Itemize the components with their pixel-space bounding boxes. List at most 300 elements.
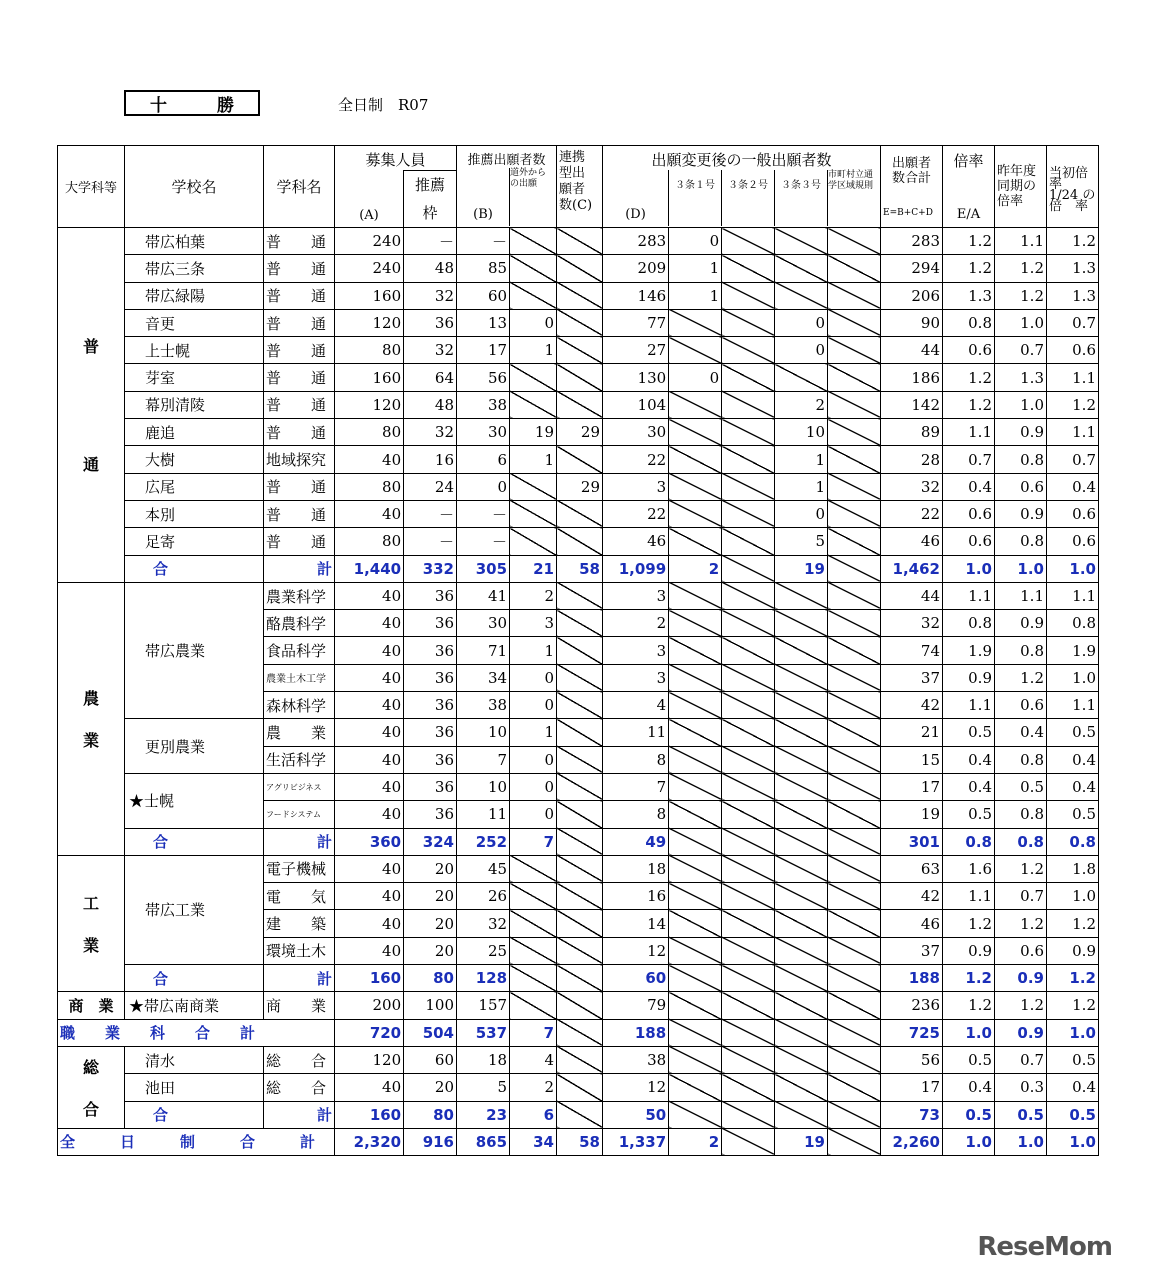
cell-c2 [557, 773, 603, 800]
cell-e: 74 [881, 637, 943, 664]
header-boshu: 募集人員 [365, 151, 426, 169]
cell-j1 [669, 1074, 722, 1101]
header-jo3: ３条３号 [774, 170, 827, 226]
cell-sh [828, 883, 881, 910]
cell-b: 23 [457, 1101, 510, 1128]
cell-r: 0.8 [943, 309, 995, 336]
cell-b: 71 [457, 637, 510, 664]
cell-j1 [669, 719, 722, 746]
cell-a: 40 [335, 719, 404, 746]
cell-j2 [722, 910, 775, 937]
cell-r: 1.6 [943, 855, 995, 882]
school-name: 池田 [125, 1074, 264, 1101]
cell-b: 252 [457, 828, 510, 855]
cell-e: 725 [881, 1019, 943, 1046]
cell-r: 1.1 [943, 883, 995, 910]
table-row [58, 992, 1099, 1019]
cell-c2 [557, 1101, 603, 1128]
cell-e: 1,462 [881, 555, 943, 582]
table-row [58, 500, 1099, 527]
cell-w: 36 [404, 746, 457, 773]
cell-w: 20 [404, 910, 457, 937]
subtotal-label: 合 [125, 828, 264, 855]
cell-j2 [722, 555, 775, 582]
cell-i: 0.7 [1047, 309, 1099, 336]
cell-j2 [722, 773, 775, 800]
table-row [58, 965, 1099, 992]
cell-b: 45 [457, 855, 510, 882]
cell-j2 [722, 610, 775, 637]
school-name: 足寄 [125, 528, 264, 555]
cell-j2 [722, 828, 775, 855]
cell-w: 916 [404, 1128, 457, 1155]
cell-j3 [775, 692, 828, 719]
cell-w: 32 [404, 419, 457, 446]
cell-i: 0.4 [1047, 773, 1099, 800]
cell-p: 0.5 [995, 773, 1047, 800]
cell-j3 [775, 364, 828, 391]
cell-d: 22 [603, 500, 669, 527]
cell-c1: 34 [510, 1128, 557, 1155]
cell-i: 0.8 [1047, 828, 1099, 855]
cell-b: 13 [457, 309, 510, 336]
cell-b: 7 [457, 746, 510, 773]
cell-c2 [557, 610, 603, 637]
cell-j3: 0 [775, 309, 828, 336]
header-bairitsu: 倍率 [953, 152, 984, 170]
cell-e: 28 [881, 446, 943, 473]
cell-j3: 0 [775, 500, 828, 527]
subtotal-label-kei: 計 [264, 555, 335, 582]
dept-name: 普 通 [264, 391, 335, 418]
cell-p: 1.0 [995, 1128, 1047, 1155]
cell-c1 [510, 855, 557, 882]
cell-c1: 19 [510, 419, 557, 446]
cell-w: 60 [404, 1046, 457, 1073]
cell-j1 [669, 500, 722, 527]
table-row [58, 528, 1099, 555]
dept-name: 地域探究 [264, 446, 335, 473]
cell-a: 160 [335, 364, 404, 391]
cell-a: 80 [335, 337, 404, 364]
cell-b: 18 [457, 1046, 510, 1073]
cell-b: 128 [457, 965, 510, 992]
cell-r: 0.6 [943, 500, 995, 527]
dept-name: 総 合 [264, 1074, 335, 1101]
table-row [58, 555, 1099, 582]
cell-r: 0.5 [943, 1101, 995, 1128]
cell-d: 50 [603, 1101, 669, 1128]
cell-r: 1.9 [943, 637, 995, 664]
cell-e: 42 [881, 692, 943, 719]
cell-r: 1.2 [943, 228, 995, 255]
cell-w: 36 [404, 637, 457, 664]
dept-name: 普 通 [264, 364, 335, 391]
cell-a: 40 [335, 855, 404, 882]
cell-sh [828, 500, 881, 527]
cell-b: 305 [457, 555, 510, 582]
page-subtitle: 全日制 R07 [338, 96, 429, 114]
cell-sh [828, 1019, 881, 1046]
dept-name: 建 築 [264, 910, 335, 937]
cell-i: 0.7 [1047, 446, 1099, 473]
cell-p: 0.8 [995, 637, 1047, 664]
cell-w: 24 [404, 473, 457, 500]
cell-c2: 29 [557, 473, 603, 500]
cell-e: 236 [881, 992, 943, 1019]
cell-i: 1.1 [1047, 364, 1099, 391]
cell-r: 0.5 [943, 801, 995, 828]
cell-w: 36 [404, 801, 457, 828]
cell-j2 [722, 692, 775, 719]
cell-i: 1.0 [1047, 883, 1099, 910]
cell-c1: 2 [510, 1074, 557, 1101]
cell-d: 8 [603, 746, 669, 773]
cell-sh [828, 965, 881, 992]
cell-a: 40 [335, 883, 404, 910]
cell-sh [828, 419, 881, 446]
cell-p: 0.8 [995, 828, 1047, 855]
cell-c1 [510, 473, 557, 500]
cell-r: 1.1 [943, 692, 995, 719]
cell-b: 32 [457, 910, 510, 937]
cell-j2 [722, 1074, 775, 1101]
cell-d: 77 [603, 309, 669, 336]
school-name: 帯広工業 [125, 855, 264, 964]
cell-w: 324 [404, 828, 457, 855]
category-kogyo: 工 業 [58, 855, 125, 991]
cell-e: 2,260 [881, 1128, 943, 1155]
cell-b: 17 [457, 337, 510, 364]
cell-j2 [722, 255, 775, 282]
cell-c2 [557, 692, 603, 719]
cell-r: 1.2 [943, 965, 995, 992]
school-name: 清水 [125, 1046, 264, 1073]
cell-j2 [722, 637, 775, 664]
cell-e: 283 [881, 228, 943, 255]
header-col-b: (B) [473, 207, 493, 222]
cell-a: 120 [335, 1046, 404, 1073]
school-name: 更別農業 [125, 719, 264, 774]
cell-a: 40 [335, 500, 404, 527]
category-futsu: 普 通 [58, 228, 125, 583]
cell-a: 160 [335, 965, 404, 992]
cell-c1: 3 [510, 610, 557, 637]
cell-i: 0.5 [1047, 801, 1099, 828]
cell-p: 0.6 [995, 692, 1047, 719]
cell-d: 49 [603, 828, 669, 855]
cell-b: 157 [457, 992, 510, 1019]
cell-j1 [669, 828, 722, 855]
cell-c2 [557, 337, 603, 364]
cell-i: 1.0 [1047, 664, 1099, 691]
cell-c1 [510, 910, 557, 937]
cell-p: 1.2 [995, 664, 1047, 691]
cell-e: 90 [881, 309, 943, 336]
table-row [58, 228, 1099, 255]
header-suisen-waku: 推薦 枠 [403, 170, 456, 227]
cell-sh [828, 364, 881, 391]
cell-c1: 2 [510, 582, 557, 609]
cell-j1 [669, 746, 722, 773]
cell-a: 40 [335, 446, 404, 473]
cell-c1: 7 [510, 1019, 557, 1046]
cell-sh [828, 528, 881, 555]
cell-r: 0.4 [943, 773, 995, 800]
cell-j3 [775, 801, 828, 828]
cell-a: 80 [335, 419, 404, 446]
cell-p: 0.6 [995, 473, 1047, 500]
cell-b: 38 [457, 391, 510, 418]
cell-j1 [669, 855, 722, 882]
cell-p: 1.0 [995, 555, 1047, 582]
cell-i: 1.0 [1047, 555, 1099, 582]
cell-r: 1.2 [943, 992, 995, 1019]
cell-i: 0.8 [1047, 610, 1099, 637]
cell-c2 [557, 446, 603, 473]
cell-j1 [669, 473, 722, 500]
cell-i: 0.4 [1047, 1074, 1099, 1101]
cell-w: 64 [404, 364, 457, 391]
cell-j1 [669, 1046, 722, 1073]
cell-i: 1.0 [1047, 1019, 1099, 1046]
cell-p: 1.3 [995, 364, 1047, 391]
school-name: 鹿追 [125, 419, 264, 446]
cell-d: 14 [603, 910, 669, 937]
cell-d: 30 [603, 419, 669, 446]
cell-c2 [557, 282, 603, 309]
cell-p: 1.2 [995, 855, 1047, 882]
header-sakunendo: 昨年度 同期の 倍率 [995, 146, 1047, 228]
cell-sh [828, 610, 881, 637]
header-shichoson: 市町村立通 学区域規則 [827, 170, 880, 226]
cell-sh [828, 555, 881, 582]
cell-b: 85 [457, 255, 510, 282]
cell-j2 [722, 746, 775, 773]
cell-j3: 2 [775, 391, 828, 418]
category-sogo: 総 合 [58, 1046, 125, 1128]
cell-j1: 0 [669, 228, 722, 255]
cell-a: 40 [335, 910, 404, 937]
cell-c1: 21 [510, 555, 557, 582]
cell-d: 27 [603, 337, 669, 364]
cell-j2 [722, 419, 775, 446]
cell-c1 [510, 992, 557, 1019]
table-row [58, 1128, 1099, 1155]
dept-name: 電 気 [264, 883, 335, 910]
cell-b: － [457, 228, 510, 255]
dept-name: 普 通 [264, 255, 335, 282]
cell-j3 [775, 1046, 828, 1073]
cell-e: 56 [881, 1046, 943, 1073]
cell-c1: 0 [510, 664, 557, 691]
cell-r: 1.0 [943, 1128, 995, 1155]
table-row [58, 364, 1099, 391]
school-name: 芽室 [125, 364, 264, 391]
cell-sh [828, 1128, 881, 1155]
table-row [58, 1101, 1099, 1128]
school-name: 帯広三条 [125, 255, 264, 282]
table-row [58, 1046, 1099, 1073]
cell-c2 [557, 1019, 603, 1046]
cell-w: － [404, 500, 457, 527]
cell-w: 80 [404, 965, 457, 992]
cell-r: 0.4 [943, 473, 995, 500]
cell-sh [828, 828, 881, 855]
cell-c1: 1 [510, 637, 557, 664]
cell-p: 0.9 [995, 500, 1047, 527]
dept-name: フードシステム [264, 801, 335, 828]
cell-c1: 0 [510, 309, 557, 336]
cell-p: 0.8 [995, 528, 1047, 555]
cell-j2 [722, 582, 775, 609]
cell-p: 0.9 [995, 419, 1047, 446]
cell-p: 1.2 [995, 282, 1047, 309]
cell-r: 1.0 [943, 1019, 995, 1046]
header-suisen-shutsugan: 推薦出願者数 [467, 153, 546, 168]
cell-p: 1.1 [995, 582, 1047, 609]
cell-j3 [775, 992, 828, 1019]
cell-c2 [557, 719, 603, 746]
cell-j1: 1 [669, 282, 722, 309]
cell-a: 40 [335, 746, 404, 773]
cell-j1 [669, 419, 722, 446]
cell-sh [828, 746, 881, 773]
cell-d: 283 [603, 228, 669, 255]
cell-i: 0.4 [1047, 473, 1099, 500]
cell-w: 80 [404, 1101, 457, 1128]
cell-c1 [510, 255, 557, 282]
dept-name: 農業土木工学 [264, 664, 335, 691]
cell-p: 1.0 [995, 391, 1047, 418]
table-row [58, 855, 1099, 882]
header-suisen-group [457, 146, 557, 228]
cell-d: 3 [603, 473, 669, 500]
cell-d: 79 [603, 992, 669, 1019]
header-dept: 学科名 [264, 146, 335, 228]
cell-c2: 58 [557, 1128, 603, 1155]
table-row [58, 719, 1099, 746]
cell-p: 1.1 [995, 228, 1047, 255]
dept-name: アグリビジネス [264, 773, 335, 800]
cell-c2 [557, 883, 603, 910]
cell-j1 [669, 692, 722, 719]
cell-sh [828, 446, 881, 473]
header-gokei: 出願者 数合計 [891, 156, 931, 186]
cell-b: 6 [457, 446, 510, 473]
cell-c2 [557, 582, 603, 609]
cell-r: 0.6 [943, 528, 995, 555]
cell-i: 0.5 [1047, 1046, 1099, 1073]
table-row [58, 582, 1099, 609]
cell-j2 [722, 883, 775, 910]
cell-c2 [557, 364, 603, 391]
header-row [58, 146, 1099, 228]
cell-j1 [669, 1101, 722, 1128]
cell-sh [828, 255, 881, 282]
table-row [58, 309, 1099, 336]
cell-a: 40 [335, 664, 404, 691]
dept-name: 電子機械 [264, 855, 335, 882]
cell-d: 130 [603, 364, 669, 391]
header-ippan: 出願変更後の一般出願者数 [651, 151, 832, 169]
cell-p: 0.7 [995, 883, 1047, 910]
cell-i: 1.3 [1047, 255, 1099, 282]
cell-p: 0.4 [995, 719, 1047, 746]
dept-name: 環境土木 [264, 937, 335, 964]
cell-j2 [722, 801, 775, 828]
cell-d: 46 [603, 528, 669, 555]
cell-a: 1,440 [335, 555, 404, 582]
cell-b: 60 [457, 282, 510, 309]
cell-sh [828, 937, 881, 964]
cell-r: 1.1 [943, 582, 995, 609]
dept-name: 普 通 [264, 473, 335, 500]
cell-p: 0.7 [995, 337, 1047, 364]
cell-sh [828, 228, 881, 255]
cell-b: － [457, 500, 510, 527]
cell-j1 [669, 582, 722, 609]
cell-j2 [722, 719, 775, 746]
cell-sh [828, 391, 881, 418]
cell-w: 36 [404, 309, 457, 336]
cell-r: 0.5 [943, 719, 995, 746]
cell-e: 42 [881, 883, 943, 910]
cell-e: 44 [881, 337, 943, 364]
applicant-table [57, 145, 1099, 1156]
cell-r: 1.2 [943, 255, 995, 282]
cell-i: 0.6 [1047, 500, 1099, 527]
subtotal-label: 合 [125, 1101, 264, 1128]
cell-e: 17 [881, 1074, 943, 1101]
cell-c2 [557, 746, 603, 773]
cell-c2 [557, 801, 603, 828]
cell-j2 [722, 337, 775, 364]
cell-a: 2,320 [335, 1128, 404, 1155]
cell-p: 0.9 [995, 610, 1047, 637]
cell-d: 3 [603, 664, 669, 691]
cell-j2 [722, 391, 775, 418]
cell-j1 [669, 664, 722, 691]
cell-p: 0.8 [995, 746, 1047, 773]
cell-e: 46 [881, 528, 943, 555]
total-label: 職 業 科 合 計 [58, 1019, 335, 1046]
table-row [58, 419, 1099, 446]
header-school: 学校名 [125, 146, 264, 228]
cell-i: 0.4 [1047, 746, 1099, 773]
cell-j3 [775, 637, 828, 664]
cell-i: 1.9 [1047, 637, 1099, 664]
header-gokei-group [881, 146, 943, 228]
cell-w: 16 [404, 446, 457, 473]
cell-j3: 0 [775, 337, 828, 364]
cell-e: 21 [881, 719, 943, 746]
cell-j2 [722, 282, 775, 309]
cell-j3 [775, 255, 828, 282]
cell-c1: 1 [510, 446, 557, 473]
cell-j3 [775, 719, 828, 746]
cell-i: 1.0 [1047, 1128, 1099, 1155]
header-daigaku: 大学科等 [58, 146, 125, 228]
cell-j3 [775, 965, 828, 992]
cell-j1: 2 [669, 1128, 722, 1155]
cell-r: 0.9 [943, 664, 995, 691]
cell-e: 206 [881, 282, 943, 309]
cell-j2 [722, 473, 775, 500]
cell-d: 146 [603, 282, 669, 309]
cell-c1: 4 [510, 1046, 557, 1073]
cell-d: 3 [603, 637, 669, 664]
